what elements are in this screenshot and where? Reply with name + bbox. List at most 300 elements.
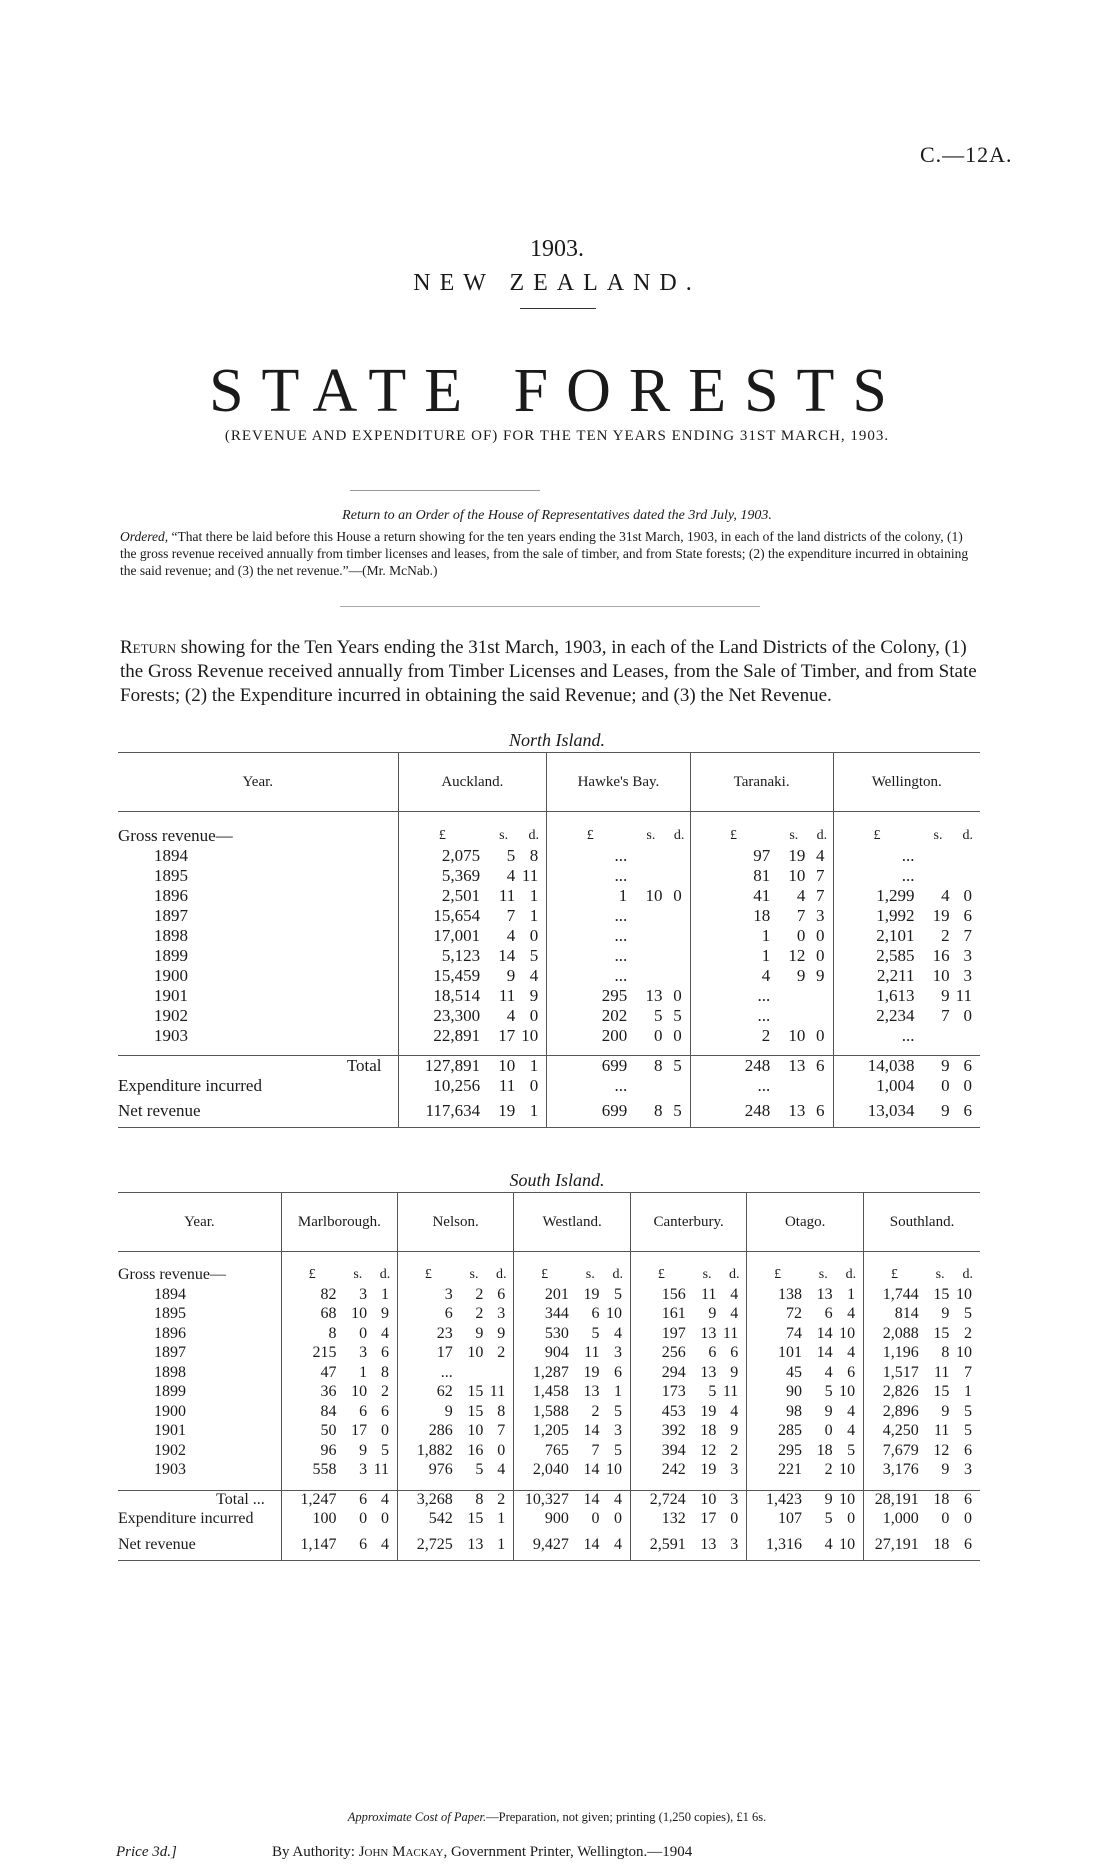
spacer-row — [118, 812, 980, 826]
pence-value: 7 — [964, 1363, 972, 1381]
shillings-value: 19 — [583, 1285, 600, 1303]
printer-authority — [272, 1844, 692, 1861]
year-cell — [118, 946, 398, 966]
pence-value — [811, 986, 833, 1006]
pounds-value: 4 — [761, 965, 771, 985]
pounds-value: 96 — [320, 1441, 337, 1459]
country-heading: NEW ZEALAND. — [413, 270, 701, 296]
shillings-value: 15 — [933, 1285, 950, 1303]
shillings-value: 15 — [467, 1510, 484, 1528]
shillings-value: 14 — [498, 945, 516, 965]
year-column-header: Year. — [118, 1193, 281, 1252]
pence-value: 0 — [521, 926, 547, 946]
table-cell — [692, 1252, 723, 1266]
table-cell — [486, 812, 521, 826]
pounds-value: 84 — [320, 1402, 337, 1420]
year-label: 1894 — [154, 845, 188, 865]
pounds-value: 18 — [753, 905, 771, 925]
shillings-value — [920, 866, 955, 886]
district-column-header: Wellington. — [833, 753, 980, 812]
pence-value: 11 — [722, 1324, 746, 1344]
pence-value: 4 — [606, 1529, 631, 1561]
shillings-value: 5 — [824, 1510, 833, 1528]
year-label: 1900 — [154, 1402, 186, 1420]
table-cell — [606, 1480, 631, 1490]
pence-value: 0 — [489, 1441, 513, 1461]
authority-lead: By Authority: — [272, 1844, 355, 1860]
pence-value: 2 — [722, 1441, 746, 1461]
pounds-unit: £ — [438, 827, 446, 843]
expenditure-row-label: Expenditure incurred — [118, 1510, 281, 1530]
pence-value: 1 — [521, 906, 547, 926]
table-cell — [747, 1252, 808, 1266]
pence-value: 8 — [373, 1363, 397, 1383]
pounds-value: 15,654 — [433, 905, 481, 925]
table-cell — [633, 812, 668, 826]
table-cell — [118, 1046, 398, 1056]
table-cell — [722, 1252, 746, 1266]
pounds-value: 285 — [777, 1422, 802, 1440]
pounds-value: 9 — [444, 1402, 453, 1420]
pence-value: 4 — [373, 1324, 397, 1344]
table-row — [118, 986, 980, 1006]
shillings-value: 19 — [788, 845, 806, 865]
pence-value: 5 — [669, 1056, 691, 1077]
pence-value: 5 — [606, 1402, 631, 1422]
pence-value: 6 — [373, 1402, 397, 1422]
shillings-value: 5 — [708, 1383, 717, 1401]
pence-value: 11 — [955, 985, 972, 1005]
pounds-value: 1 — [618, 885, 628, 905]
pence-value: 8 — [489, 1402, 513, 1422]
table-cell — [833, 1046, 920, 1056]
shillings-value: 13 — [583, 1383, 600, 1401]
pence-value: 1 — [521, 1056, 547, 1077]
table-cell — [398, 1046, 486, 1056]
page-subtitle: (REVENUE AND EXPENDITURE OF) FOR THE TEN YEARS ENDING 31ST MARCH, 1903. — [224, 428, 890, 444]
table-cell — [575, 1252, 606, 1266]
year-cell — [118, 1383, 281, 1403]
district-column-header: Canterbury. — [631, 1193, 747, 1252]
cost-note — [0, 1810, 1114, 1825]
shillings-value: 19 — [486, 1096, 521, 1127]
table-cell — [955, 1252, 980, 1266]
pence-value: 1 — [521, 886, 547, 906]
pounds-value: ... — [614, 925, 628, 945]
pounds-value: 117,634 — [398, 1096, 486, 1127]
pence-value: 0 — [963, 1076, 972, 1095]
pounds-value: 530 — [544, 1324, 569, 1342]
table-cell — [925, 1252, 956, 1266]
table-cell — [118, 812, 398, 826]
pence-value: 0 — [811, 926, 833, 946]
shillings-value: 18 — [816, 1441, 833, 1459]
shillings-value: 9 — [941, 1305, 950, 1323]
net-revenue-row — [118, 1529, 980, 1561]
pounds-value: ... — [901, 845, 915, 865]
pounds-unit: £ — [541, 1267, 549, 1283]
pounds-value: 2,725 — [397, 1529, 458, 1561]
page-title: STATE FORESTS — [209, 357, 905, 425]
shillings-value: 11 — [498, 885, 516, 905]
pounds-unit: £ — [586, 827, 594, 843]
shillings-value: 6 — [708, 1344, 717, 1362]
table-cell — [281, 1252, 342, 1266]
shillings-value: 2 — [475, 1305, 484, 1323]
shillings-value: 5 — [475, 1461, 484, 1479]
pence-value: 6 — [955, 1529, 980, 1561]
pence-value: 3 — [606, 1344, 631, 1364]
pounds-value: 286 — [428, 1422, 453, 1440]
shillings-value — [633, 926, 668, 946]
pence-value: 10 — [839, 1461, 864, 1481]
pence-value: 5 — [373, 1441, 397, 1461]
table-cell — [920, 1046, 955, 1056]
pence-value: 4 — [722, 1285, 746, 1305]
shillings-value: 13 — [776, 1096, 811, 1127]
pence-unit: d. — [811, 826, 833, 846]
pence-value — [669, 946, 691, 966]
cost-text: —Preparation, not given; printing (1,250 copies), £1 6s. — [486, 1810, 767, 1824]
year-label: 1897 — [154, 1344, 186, 1362]
pence-value: 0 — [811, 1026, 833, 1046]
shillings-value: 4 — [506, 1005, 516, 1025]
shillings-unit: s. — [469, 1267, 479, 1283]
shillings-unit: s. — [935, 1267, 945, 1283]
year-cell — [118, 846, 398, 866]
pence-value: 4 — [811, 846, 833, 866]
shillings-value: 14 — [583, 1461, 600, 1479]
pence-value: 4 — [489, 1461, 513, 1481]
gross-revenue-label: Gross revenue— — [118, 1266, 281, 1286]
shillings-value: 15 — [933, 1324, 950, 1342]
pence-value — [956, 1026, 980, 1046]
pounds-value: 1,613 — [876, 985, 915, 1005]
pounds-value: 904 — [544, 1344, 569, 1362]
shillings-value: 9 — [475, 1324, 484, 1342]
shillings-value: 14 — [583, 1422, 600, 1440]
shillings-unit: s. — [789, 827, 799, 843]
shillings-unit: s. — [353, 1267, 363, 1283]
pence-value: 3 — [811, 906, 833, 926]
pounds-value: 394 — [661, 1441, 686, 1459]
pounds-value: 542 — [428, 1510, 453, 1528]
pence-value: 10 — [839, 1529, 864, 1561]
pounds-value: 201 — [544, 1285, 569, 1303]
shillings-value: 6 — [591, 1305, 600, 1323]
table-cell — [397, 1480, 458, 1490]
intro-lead: Return — [120, 637, 177, 658]
shillings-value: 4 — [506, 925, 516, 945]
pounds-value: 132 — [661, 1510, 686, 1528]
pence-value — [956, 846, 980, 866]
ordered-text: “That there be laid before this House a return showing for the ten years ending the 31st March, 1903, in each of the land districts of the colony, (1) the gross revenue received annually from timber licenses and leases, from the sale of timber, and from State forests; (2) the expenditure incurred in obtaining the said revenue; and (3) the net revenue.”—(Mr. McNab.) — [120, 529, 969, 578]
pence-value — [669, 846, 691, 866]
year-label: 1896 — [154, 1324, 186, 1342]
units-row — [118, 826, 980, 846]
table-cell — [747, 1480, 808, 1490]
pence-value: 4 — [839, 1402, 864, 1422]
pounds-value: 10,327 — [514, 1490, 575, 1510]
shillings-value: 13 — [459, 1529, 490, 1561]
pence-value: 11 — [373, 1461, 397, 1481]
gross-revenue-label: Gross revenue— — [118, 826, 398, 846]
pence-value — [669, 866, 691, 886]
pounds-value: ... — [614, 905, 628, 925]
pence-value: 10 — [606, 1461, 631, 1481]
shillings-value — [633, 906, 668, 926]
pounds-value: 453 — [661, 1402, 686, 1420]
table-row — [118, 1324, 980, 1344]
pounds-value: 5,369 — [441, 865, 481, 885]
table-cell — [920, 812, 955, 826]
shillings-value: 9 — [920, 1096, 955, 1127]
pounds-unit: £ — [729, 827, 737, 843]
pounds-value: 161 — [661, 1305, 686, 1323]
shillings-value: 15 — [467, 1383, 484, 1401]
pence-value: 0 — [373, 1422, 397, 1442]
year-label: 1900 — [154, 965, 188, 985]
table-cell — [342, 1252, 373, 1266]
shillings-value — [776, 1006, 811, 1026]
pounds-value: 23,300 — [433, 1005, 481, 1025]
pounds-value: 558 — [312, 1461, 337, 1479]
pence-value: 6 — [839, 1363, 864, 1383]
pounds-value: 1 — [761, 925, 771, 945]
shillings-value: 8 — [941, 1344, 950, 1362]
shillings-value: 3 — [359, 1461, 368, 1479]
shillings-value: 1 — [359, 1363, 368, 1381]
table-cell — [633, 1046, 668, 1056]
pounds-value: ... — [614, 965, 628, 985]
shillings-value: 0 — [941, 1510, 950, 1528]
units-row — [118, 1266, 980, 1286]
shillings-unit: s. — [702, 1267, 712, 1283]
table-row — [118, 1285, 980, 1305]
shillings-unit: s. — [499, 827, 509, 843]
year-label: 1899 — [154, 1383, 186, 1401]
pence-value: 9 — [722, 1363, 746, 1383]
pounds-value: 62 — [436, 1383, 453, 1401]
pounds-value: 2,585 — [876, 945, 915, 965]
pounds-value: 2,101 — [876, 925, 915, 945]
shillings-value: 12 — [933, 1441, 950, 1459]
pence-value — [669, 926, 691, 946]
authority-name: John Mackay, — [358, 1844, 448, 1860]
pence-value — [669, 906, 691, 926]
shillings-value — [633, 866, 668, 886]
pounds-value: 101 — [777, 1344, 802, 1362]
table-cell — [690, 812, 776, 826]
shillings-value: 2 — [591, 1402, 600, 1420]
shillings-value: 16 — [467, 1441, 484, 1459]
pence-value: 0 — [964, 1510, 972, 1528]
shillings-value: 6 — [342, 1490, 373, 1510]
year-cell — [118, 1363, 281, 1383]
shillings-value: 11 — [498, 985, 516, 1005]
pounds-value: 900 — [544, 1510, 569, 1528]
year-cell — [118, 1441, 281, 1461]
total-row — [118, 1490, 980, 1510]
shillings-value: 10 — [692, 1490, 723, 1510]
table-cell — [956, 812, 980, 826]
pounds-value: 1,205 — [532, 1422, 569, 1440]
year-label: 1903 — [154, 1025, 188, 1045]
pence-value: 6 — [956, 1056, 980, 1077]
spacer-row — [118, 1252, 980, 1266]
pounds-value: 1,000 — [882, 1510, 919, 1528]
pounds-value: 27,191 — [864, 1529, 925, 1561]
table-row — [118, 966, 980, 986]
shillings-value: 0 — [941, 1076, 950, 1095]
pounds-value: 2,896 — [882, 1402, 919, 1420]
shillings-value: 6 — [342, 1529, 373, 1561]
table-row — [118, 1006, 980, 1026]
pounds-value: 50 — [320, 1422, 337, 1440]
pounds-value: 3,176 — [882, 1461, 919, 1479]
shillings-value: 8 — [633, 1056, 668, 1077]
pence-value: 0 — [606, 1510, 631, 1530]
district-column-header: Taranaki. — [690, 753, 833, 812]
table-row — [118, 1461, 980, 1481]
shillings-value: 2 — [824, 1461, 833, 1479]
table-cell — [955, 1480, 980, 1490]
pounds-value: 256 — [661, 1344, 686, 1362]
pence-value: 7 — [811, 866, 833, 886]
pounds-value: 242 — [661, 1461, 686, 1479]
table-row — [118, 1344, 980, 1364]
year-cell — [118, 926, 398, 946]
pounds-value: 1,299 — [876, 885, 915, 905]
pence-value: 3 — [722, 1461, 746, 1481]
pounds-value: 3 — [444, 1285, 453, 1303]
pounds-value: 6 — [444, 1305, 453, 1323]
year-label: 1898 — [154, 1363, 186, 1381]
pence-unit: d. — [962, 827, 974, 843]
shillings-value — [459, 1363, 490, 1383]
divider — [350, 490, 540, 491]
shillings-value: 5 — [591, 1324, 600, 1342]
shillings-value: 13 — [700, 1363, 717, 1381]
table-cell — [606, 1252, 631, 1266]
shillings-value: 17 — [498, 1025, 516, 1045]
pence-value: 9 — [722, 1422, 746, 1442]
pence-unit: d. — [521, 826, 547, 846]
pounds-value: ... — [614, 1076, 628, 1095]
pence-value: 10 — [839, 1490, 864, 1510]
shillings-value: 10 — [932, 965, 950, 985]
shillings-value: 11 — [700, 1285, 717, 1303]
pence-value: 5 — [669, 1096, 691, 1127]
pence-value: 10 — [839, 1324, 864, 1344]
net-revenue-row-label: Net revenue — [118, 1529, 281, 1561]
pence-value: 4 — [839, 1305, 864, 1325]
table-cell — [808, 1252, 839, 1266]
year-label: 1897 — [154, 905, 188, 925]
pounds-value: 295 — [601, 985, 628, 1005]
pounds-value: 1,423 — [747, 1490, 808, 1510]
table-row — [118, 1305, 980, 1325]
shillings-value: 18 — [925, 1529, 956, 1561]
table-row — [118, 926, 980, 946]
pounds-value: 107 — [777, 1510, 802, 1528]
shillings-value: 10 — [467, 1422, 484, 1440]
shillings-value: 18 — [700, 1422, 717, 1440]
table-cell — [521, 1046, 547, 1056]
pence-unit: d. — [489, 1266, 513, 1286]
pounds-value: ... — [757, 1076, 771, 1095]
shillings-value: 10 — [486, 1056, 521, 1077]
net-revenue-row-label: Net revenue — [118, 1096, 398, 1127]
pence-value: 6 — [722, 1344, 746, 1364]
year-label: 1898 — [154, 925, 188, 945]
pounds-unit: £ — [657, 1267, 665, 1283]
pounds-value: 1,247 — [281, 1490, 342, 1510]
table-cell — [459, 1480, 490, 1490]
year-cell — [118, 966, 398, 986]
shillings-value: 15 — [933, 1383, 950, 1401]
pence-value: 0 — [722, 1510, 746, 1530]
shillings-value: 11 — [934, 1363, 950, 1381]
shillings-value: 4 — [808, 1529, 839, 1561]
pence-value: 9 — [373, 1305, 397, 1325]
shillings-value: 9 — [506, 965, 516, 985]
pence-value — [811, 1076, 833, 1096]
pounds-value: 13,034 — [833, 1096, 920, 1127]
shillings-value: 3 — [359, 1344, 368, 1362]
year-cell — [118, 1026, 398, 1046]
pence-value: 6 — [963, 905, 972, 925]
pounds-value: 17 — [436, 1344, 453, 1362]
pounds-value: 1,744 — [882, 1285, 919, 1303]
pence-value: 1 — [373, 1285, 397, 1305]
pounds-value: 2,075 — [441, 845, 481, 865]
table-cell — [398, 812, 486, 826]
year-cell — [118, 1324, 281, 1344]
year-label: 1902 — [154, 1441, 186, 1459]
pence-value: 6 — [489, 1285, 513, 1305]
pence-value: 3 — [606, 1422, 631, 1442]
pence-unit: d. — [669, 826, 691, 846]
expenditure-row-label: Expenditure incurred — [118, 1076, 398, 1096]
district-column-header: Westland. — [514, 1193, 631, 1252]
shillings-value: 7 — [796, 905, 806, 925]
pounds-value: 82 — [320, 1285, 337, 1303]
table-cell — [956, 1046, 980, 1056]
pounds-value: 45 — [785, 1363, 802, 1381]
pounds-value: 47 — [320, 1363, 337, 1381]
pounds-value: 8 — [328, 1324, 337, 1342]
shillings-value: 13 — [645, 985, 663, 1005]
year-cell — [118, 1402, 281, 1422]
pence-value: 5 — [521, 946, 547, 966]
year-column-header: Year. — [118, 753, 398, 812]
pence-value: 5 — [964, 1422, 972, 1440]
pounds-value: 81 — [753, 865, 771, 885]
pounds-value: ... — [614, 845, 628, 865]
pence-value: 10 — [956, 1344, 972, 1362]
pounds-value: 294 — [661, 1363, 686, 1381]
pence-value: 6 — [606, 1363, 631, 1383]
pence-value — [811, 1006, 833, 1026]
pence-value: 6 — [373, 1344, 397, 1364]
pence-value: 2 — [373, 1383, 397, 1403]
shillings-unit: s. — [818, 1267, 828, 1283]
pence-value: 0 — [669, 1026, 691, 1046]
pounds-value: 295 — [777, 1441, 802, 1459]
year-cell — [118, 866, 398, 886]
pence-value: 4 — [373, 1490, 397, 1510]
